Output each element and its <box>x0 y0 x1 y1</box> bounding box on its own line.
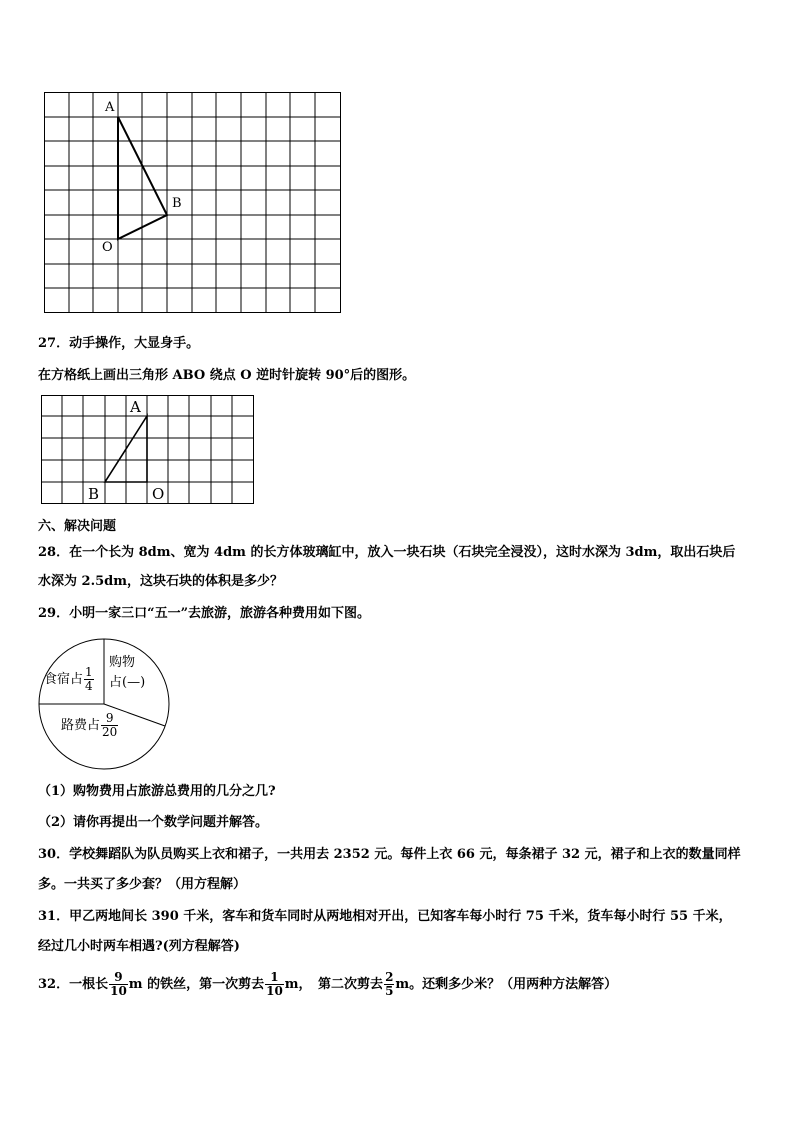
pie-travel-text: 路费占 <box>61 718 101 733</box>
pie-food-den: 4 <box>85 679 93 693</box>
q27-title: 27．动手操作，大显身手。 <box>38 336 200 351</box>
q29-sub-2: （2）请你再提出一个数学问题并解答。 <box>38 815 269 830</box>
point-o-label-2: O <box>152 485 165 503</box>
q32-fraction-3 <box>384 971 394 998</box>
pie-shopping-line-2: 占(—) <box>109 675 146 690</box>
q32-part-4: m。还剩多少米？（用两种方法解答） <box>395 977 618 992</box>
q30-line-1: 30．学校舞蹈队为队员购买上衣和裙子，一共用去 2352 元。每件上衣 66 元，每条裙子 32 元，裙子和上衣的数量同样 <box>38 847 741 862</box>
point-a-label: A <box>105 100 115 115</box>
q32-f1-num: 9 <box>109 971 128 985</box>
pie-food-num: 1 <box>85 665 93 679</box>
grid-2-figure <box>41 395 255 505</box>
point-b-label-2: B <box>88 485 100 503</box>
pie-travel-num: 9 <box>101 712 118 726</box>
pie-travel-fraction <box>101 712 118 739</box>
q31-line-1: 31．甲乙两地间长 390 千米，客车和货车同时从两地相对开出，已知客车每小时行 75 千米，货车每小时行 55 千米， <box>38 909 732 924</box>
q29-text: 29．小明一家三口“五一”去旅游，旅游各种费用如下图。 <box>38 606 371 621</box>
pie-shopping-line-1: 购物 <box>109 655 136 670</box>
grid-1-lines <box>44 92 341 313</box>
q28-line-2: 水深为 2.5dm，这块石块的体积是多少？ <box>38 574 283 589</box>
q31-line-2: 经过几小时两车相遇?(列方程解答) <box>38 939 240 954</box>
q29-sub-1: （1）购物费用占旅游总费用的几分之几? <box>38 784 276 799</box>
point-o-label: O <box>102 240 113 255</box>
section-6-heading: 六、解决问题 <box>38 519 117 534</box>
point-b-label: B <box>172 196 182 211</box>
q32-f2-den: 10 <box>266 984 283 998</box>
pie-travel-label <box>61 712 119 739</box>
q32-part-3: m， 第二次剪去 <box>284 977 384 992</box>
pie-food-text: 食宿占 <box>44 672 84 687</box>
q28-line-1: 28．在一个长为 8dm、宽为 4dm 的长方体玻璃缸中，放入一块石块（石块完全浸没），这时水深为 3dm，取出石块后 <box>38 545 736 560</box>
q27-instruction: 在方格纸上画出三角形 ABO 绕点 O 逆时针旋转 90°后的图形。 <box>38 368 416 383</box>
q32-fraction-1 <box>109 971 128 998</box>
pie-food-label <box>44 666 95 693</box>
q32-f3-num: 2 <box>385 970 394 984</box>
grid-1-figure <box>44 92 342 314</box>
q32-f1-den: 10 <box>110 984 127 998</box>
q30-line-2: 多。一共买了多少套？（用方程解） <box>38 877 247 892</box>
q32-f2-num: 1 <box>265 971 284 985</box>
q32-fraction-2 <box>265 971 284 998</box>
point-a-label-2: A <box>130 398 141 416</box>
q32-line <box>38 971 617 998</box>
q32-f3-den: 5 <box>385 984 394 998</box>
q32-prefix: 32．一根长 <box>38 977 109 992</box>
pie-chart <box>36 638 172 770</box>
pie-travel-den: 20 <box>102 725 118 739</box>
pie-food-fraction <box>84 666 94 693</box>
pie-shopping-label <box>109 653 145 693</box>
q32-part-2: m 的铁丝，第一次剪去 <box>128 977 265 992</box>
